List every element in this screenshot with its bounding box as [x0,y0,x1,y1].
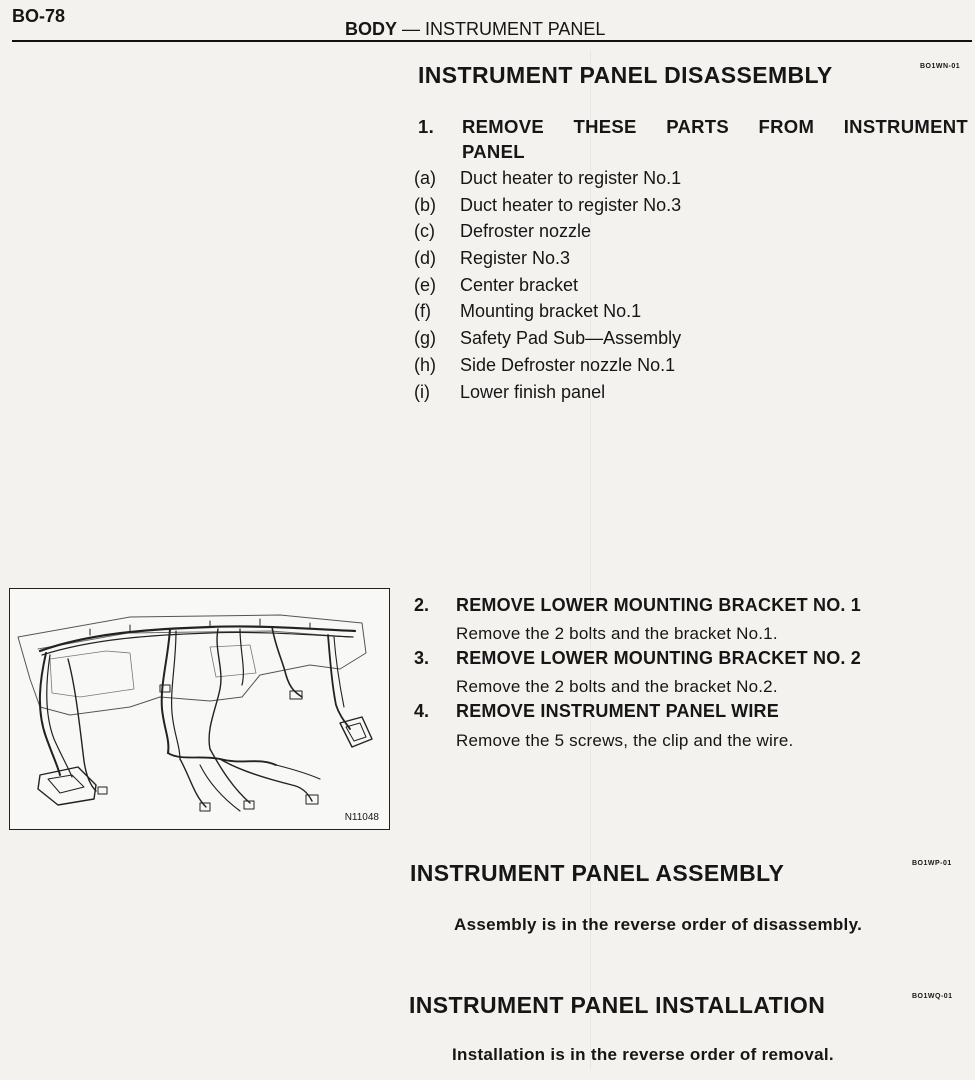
step-number: 2. [414,595,430,615]
list-item-letter: (b) [414,194,436,215]
wire-harness-figure [9,588,390,830]
assembly-code: BO1WP-01 [912,860,952,867]
list-item-text: Lower finish panel [460,381,606,402]
list-item-letter: (f) [414,301,431,322]
list-item-letter: (c) [414,221,435,242]
step-1-number: 1. [418,116,435,137]
list-item [414,355,814,382]
running-header [345,19,605,40]
list-item-text: Side Defroster nozzle No.1 [460,354,676,375]
list-item [414,382,814,409]
step-number: 3. [414,648,430,668]
step-2 [414,595,861,616]
list-item-text: Register No.3 [460,248,571,269]
assembly-title: INSTRUMENT PANEL ASSEMBLY [410,860,785,886]
parts-list [414,168,814,408]
header-rule [12,40,972,42]
header-section: BODY [345,19,398,39]
list-item-text: Safety Pad Sub—Assembly [460,328,682,349]
list-item-letter: (d) [414,248,436,269]
list-item-text: Duct heater to register No.3 [460,194,682,215]
list-item [414,248,814,275]
list-item [414,328,814,355]
list-item-letter: (a) [414,168,436,188]
list-item-text: Defroster nozzle [460,221,592,242]
list-item-text: Mounting bracket No.1 [460,301,642,322]
list-item-text: Duct heater to register No.1 [460,168,682,188]
step-title: REMOVE LOWER MOUNTING BRACKET NO. 1 [456,595,862,615]
list-item [414,301,814,328]
list-item [414,275,814,302]
list-item-letter: (g) [414,328,436,349]
page-number: BO-78 [12,6,66,26]
header-subsection: INSTRUMENT PANEL [425,19,606,39]
step-4-description: Remove the 5 screws, the clip and the wire. [456,731,794,750]
step-title: REMOVE LOWER MOUNTING BRACKET NO. 2 [456,648,862,668]
installation-code: BO1WQ-01 [912,993,953,1000]
step-3-description: Remove the 2 bolts and the bracket No.2. [456,677,778,696]
installation-note: Installation is in the reverse order of removal. [452,1045,834,1064]
step-title: REMOVE INSTRUMENT PANEL WIRE [456,701,779,721]
list-item [414,168,814,195]
figure-code: N11048 [344,812,379,823]
list-item-text: Center bracket [460,274,579,295]
assembly-note: Assembly is in the reverse order of disassembly. [454,915,863,934]
step-number: 4. [414,701,430,721]
installation-title: INSTRUMENT PANEL INSTALLATION [409,992,826,1018]
wire-harness-illustration [10,589,389,829]
step-3 [414,648,861,669]
list-item-letter: (i) [414,381,430,402]
list-item-letter: (e) [414,274,436,295]
step-1-title-line1: REMOVE THESE PARTS FROM INSTRUMENT [462,116,968,137]
list-item-letter: (h) [414,354,436,375]
step-4 [414,701,779,722]
header-separator: — [402,19,421,39]
list-item [414,221,814,248]
disassembly-code: BO1WN-01 [920,63,961,70]
step-2-description: Remove the 2 bolts and the bracket No.1. [456,624,778,643]
step-1-title-line2: PANEL [462,141,525,162]
list-item [414,195,814,222]
disassembly-title: INSTRUMENT PANEL DISASSEMBLY [418,62,833,88]
